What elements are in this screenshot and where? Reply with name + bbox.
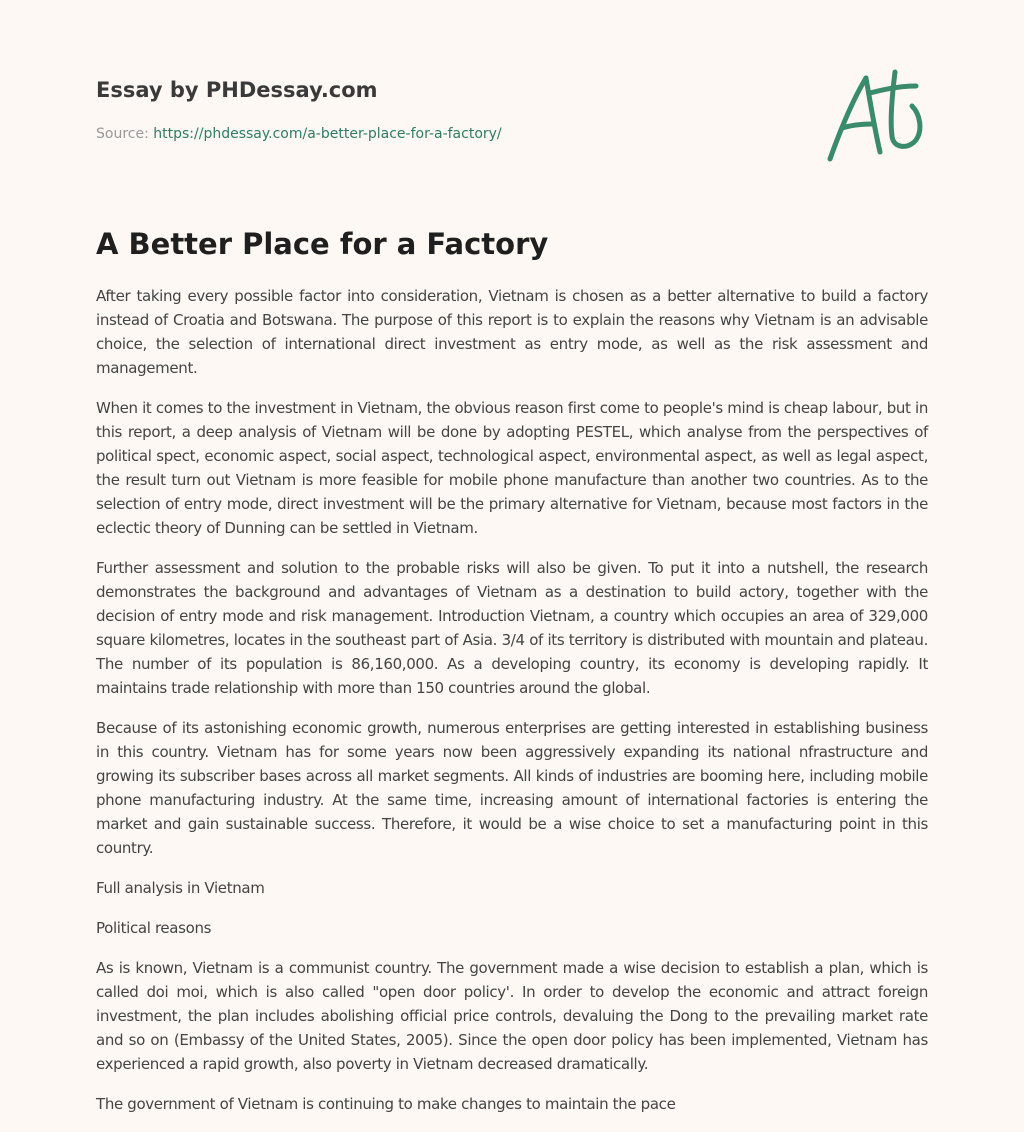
brand-name: Essay by PHDessay.com	[96, 78, 378, 102]
source-label: Source:	[96, 126, 154, 142]
essay-body	[96, 284, 928, 1132]
essay-paragraph: Because of its astonishing economic growth, numerous enterprises are getting interested in establishing business in this country. Vietnam has for some years now been aggressively expanding its national nfrastructure and growing its subscriber bases across all market segments. All kinds of industries are booming here, including mobile phone manufacturing industry. At the same time, increasing amount of international factories is entering the market and gain sustainable success. Therefore, it would be a wise choice to set a manufacturing point in this country.	[96, 719, 928, 857]
essay-header	[96, 76, 796, 144]
a-plus-grade-icon	[820, 66, 930, 166]
source-line	[96, 124, 796, 144]
essay-paragraph: The government of Vietnam is continuing to make changes to maintain the pace	[96, 1095, 676, 1113]
essay-paragraph: After taking every possible factor into consideration, Vietnam is chosen as a better alternative to build a factory instead of Croatia and Botswana. The purpose of this report is to explain the reasons why Vietnam is an advisable choice, the selection of international direct investment as entry mode, as well as the risk assessment and management.	[96, 287, 928, 377]
section-heading: Political reasons	[96, 919, 212, 937]
essay-paragraph: As is known, Vietnam is a communist country. The government made a wise decision to establish a plan, which is called doi moi, which is also called "open door policy'. In order to develop the economic and attract foreign investment, the plan includes abolishing official price controls, devaluing the Dong to the prevailing market rate and so on (Embassy of the United States, 2005). Since the open door policy has been implemented, Vietnam has experienced a rapid growth, also poverty in Vietnam decreased dramatically.	[96, 959, 928, 1073]
essay-title: A Better Place for a Factory	[96, 227, 549, 261]
source-link[interactable]: https://phdessay.com/a-better-place-for-a-factory/	[153, 126, 502, 142]
section-heading: Full analysis in Vietnam	[96, 879, 265, 897]
essay-paragraph: Further assessment and solution to the probable risks will also be given. To put it into a nutshell, the research demonstrates the background and advantages of Vietnam as a destination to build actory, together with the decision of entry mode and risk management. Introduction Vietnam, a country which occupies an area of 329,000 square kilometres, locates in the southeast part of Asia. 3/4 of its territory is distributed with mountain and plateau. The number of its population is 86,160,000. As a developing country, its economy is developing rapidly. It maintains trade relationship with more than 150 countries around the global.	[96, 559, 928, 697]
essay-paragraph: When it comes to the investment in Vietnam, the obvious reason first come to people's mind is cheap labour, but in this report, a deep analysis of Vietnam will be done by adopting PESTEL, which analyse from the perspectives of political spect, economic aspect, social aspect, technological aspect, environmental aspect, as well as legal aspect, the result turn out Vietnam is more feasible for mobile phone manufacture than another two countries. As to the selection of entry mode, direct investment will be the primary alternative for Vietnam, because most factors in the eclectic theory of Dunning can be settled in Vietnam.	[96, 399, 928, 537]
